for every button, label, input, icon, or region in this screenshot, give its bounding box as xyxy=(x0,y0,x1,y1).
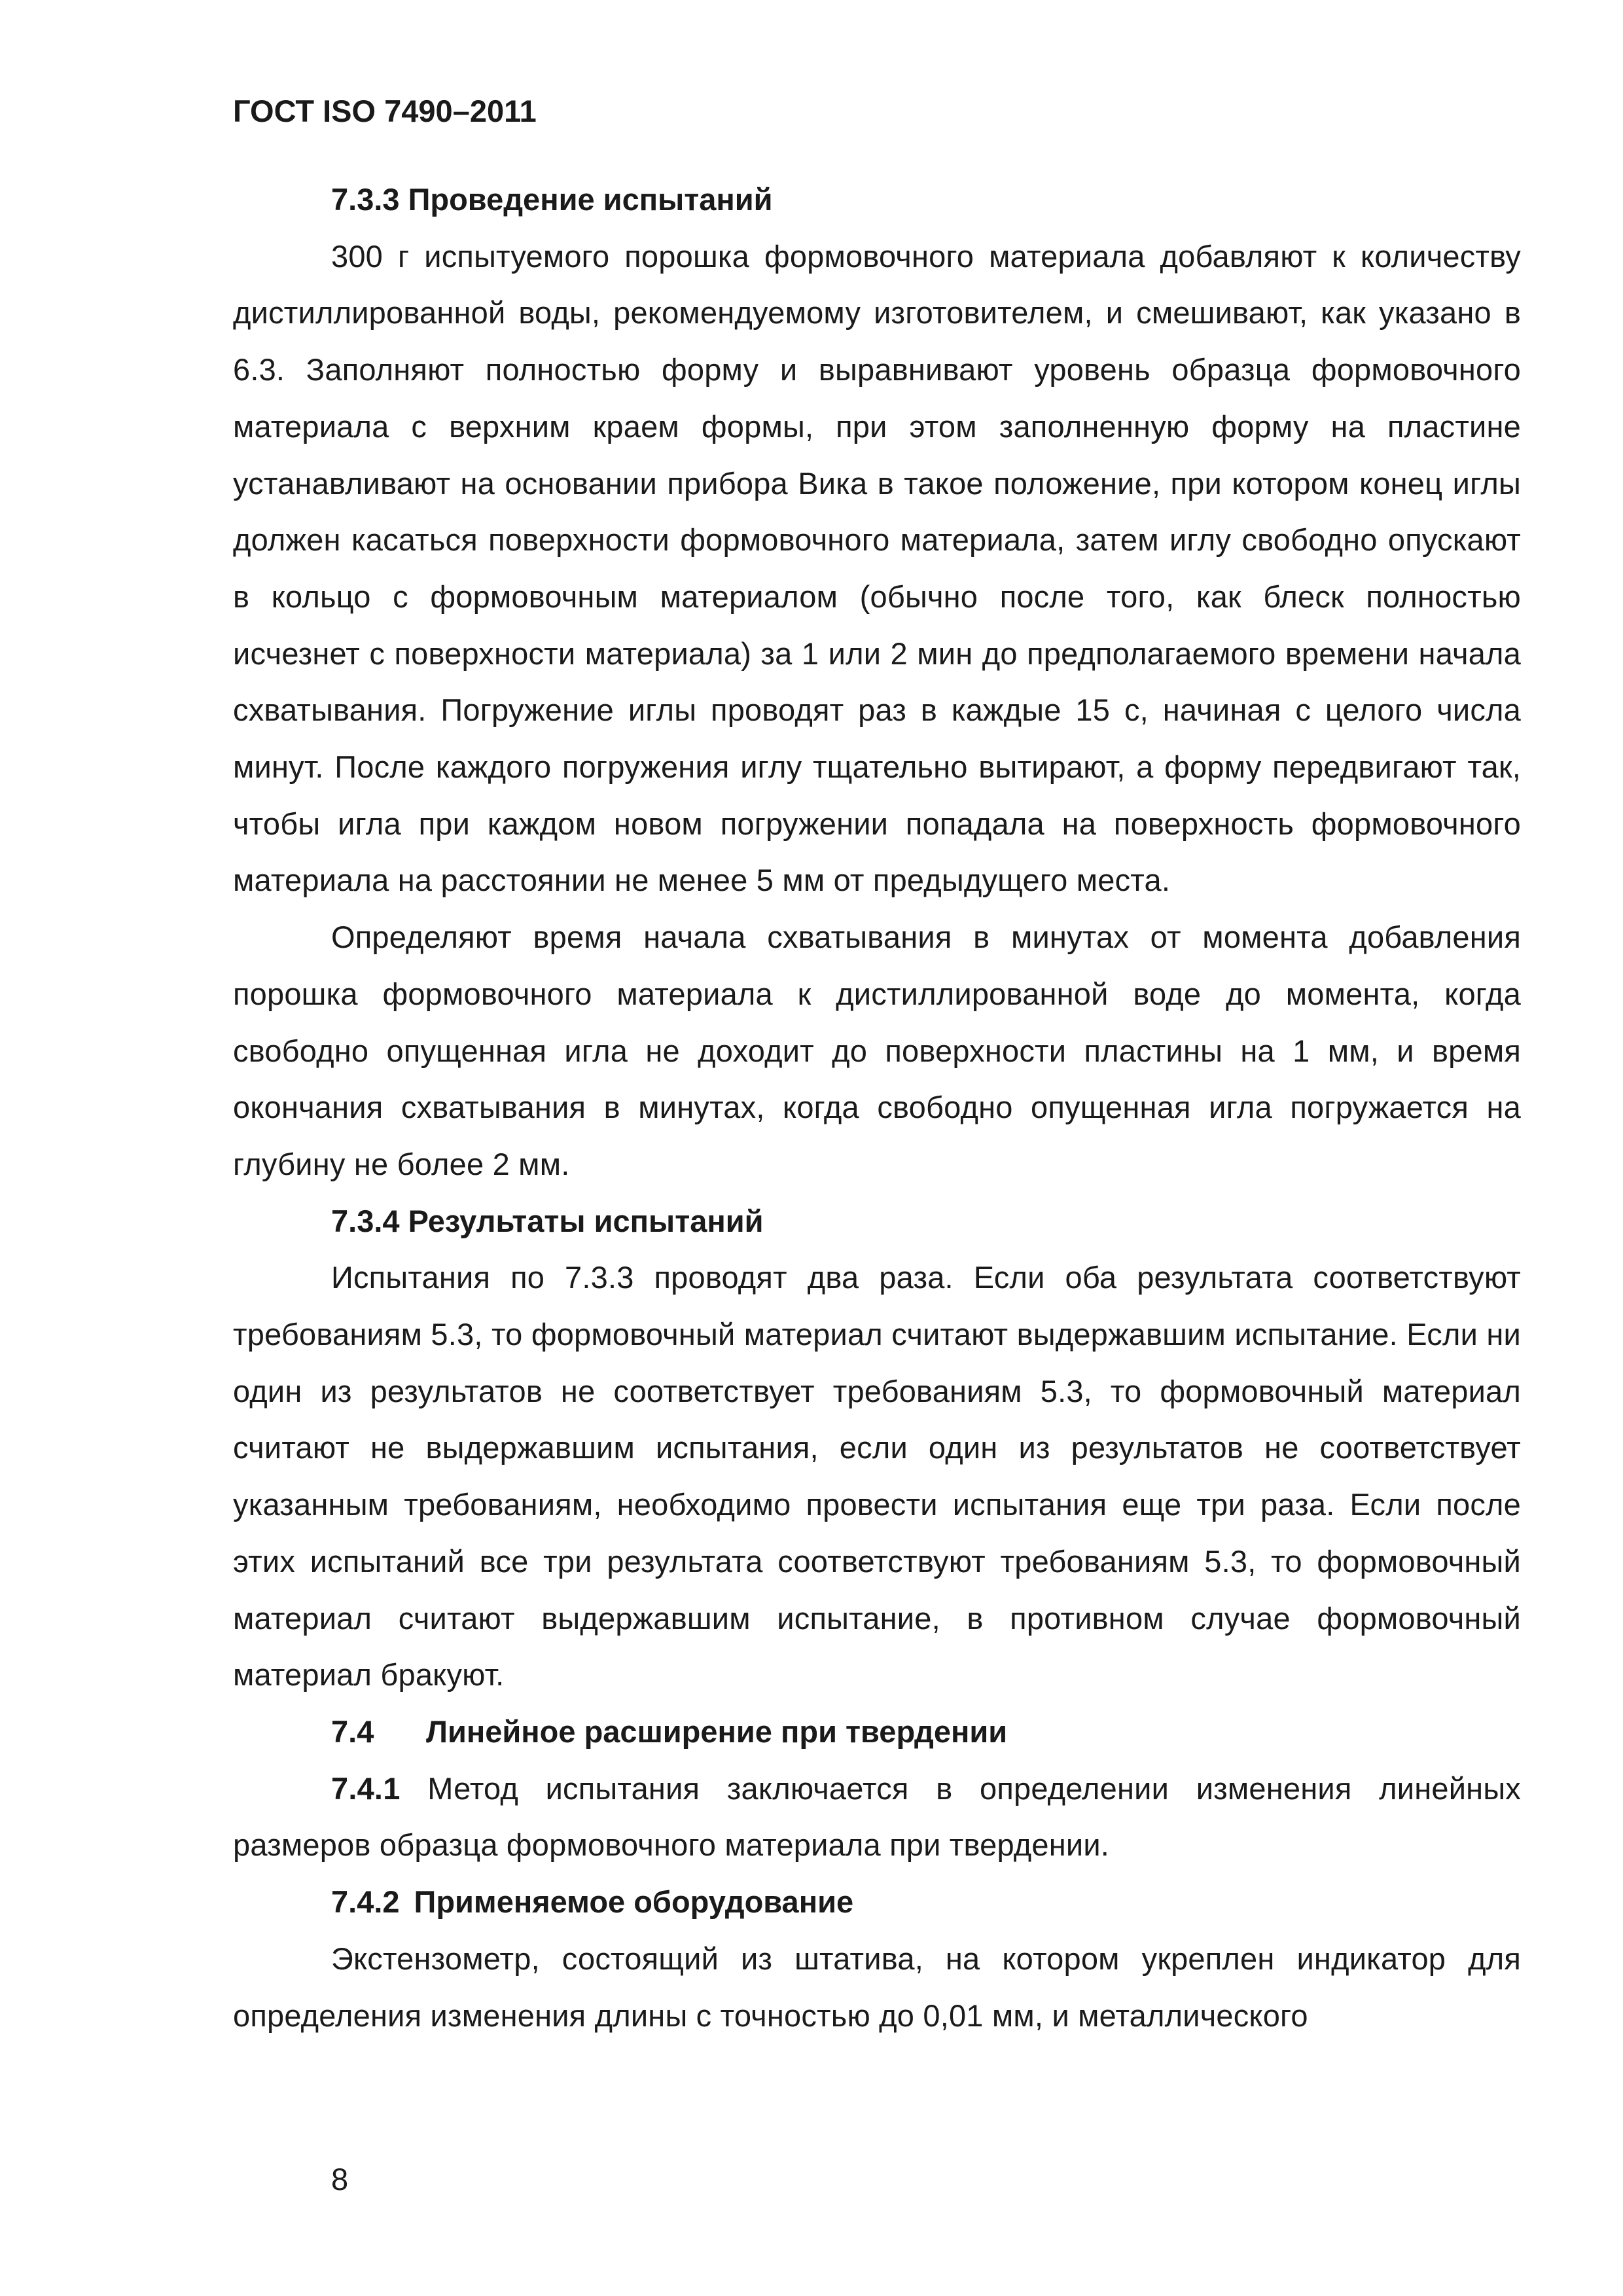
page-number: 8 xyxy=(331,2162,349,2197)
section-number: 7.4.2 xyxy=(331,1884,400,1920)
paragraph-7-3-3-procedure: 300 г испытуемого порошка формовочного материала добавляют к количеству дистиллированной воды, рекомендуемому изготовителем, и смешивают, как указано в 6.3. Заполняют полностью форму и выравнивают уровень образца формовочного материала с верхним краем формы, при этом заполненную форму на пластине устанавливают на основании прибора Вика в такое положение, при котором конец иглы должен касаться поверхности формовочного материала, затем иглу свободно опускают в кольцо с формовочным материалом (обычно после того, как блеск полностью исчезнет с поверхности материала) за 1 или 2 мин до предполагаемого времени начала схватывания. Погружение иглы проводят раз в каждые 15 с, начиная с целого числа минут. После каждого погружения иглу тщательно вытирают, а форму передвигают так, чтобы игла при каждом новом погружении попадала на поверхность формовочного материала на расстоянии не менее 5 мм от предыдущего места. xyxy=(233,238,1521,898)
section-heading-7-3-4 xyxy=(233,1193,1521,1250)
document-body xyxy=(233,171,1521,2044)
section-title: Применяемое оборудование xyxy=(414,1884,854,1920)
paragraph-7-3-4-results: Испытания по 7.3.3 проводят два раза. Если оба результата соответствуют требованиям 5.3, то формовочный материал считают выдержавшим испытание. Если ни один из результатов не соответствует требованиям 5.3, то формовочный материал считают не выдержавшим испытания, если один из результатов не соответствует указанным требованиям, необходимо провести испытания еще три раза. Если после этих испытаний все три результата соответствуют требованиям 5.3, то формовочный материал считают выдержавшим испытание, в противном случае формовочный материал бракуют. xyxy=(233,1260,1521,1693)
paragraph-7-4-2-equipment: Экстензометр, состоящий из штатива, на котором укреплен индикатор для определения изменения длины с точностью до 0,01 мм, и металлического xyxy=(233,1941,1521,2033)
section-title: Линейное расширение при твердении xyxy=(426,1713,1008,1749)
standard-id: ГОСТ ISO 7490–2011 xyxy=(233,94,537,128)
section-number: 7.3.3 xyxy=(331,182,400,217)
section-heading-7-3-3 xyxy=(233,171,1521,228)
section-number: 7.3.4 xyxy=(331,1203,400,1238)
paragraph-7-4-1 xyxy=(233,1761,1521,1874)
section-number: 7.4.1 xyxy=(331,1770,401,1806)
paragraph-7-3-3-setting-time: Определяют время начала схватывания в минутах от момента добавления порошка формовочного материала к дистиллированной воде до момента, когда свободно опущенная игла не доходит до поверхности пластины на 1 мм, и время окончания схватывания в минутах, когда свободно опущенная игла погружается на глубину не более 2 мм. xyxy=(233,920,1521,1181)
section-number: 7.4 xyxy=(331,1713,374,1749)
section-title: Результаты испытаний xyxy=(408,1203,764,1238)
section-heading-7-4-2 xyxy=(233,1874,1521,1931)
section-heading-7-4 xyxy=(233,1704,1521,1761)
section-title: Проведение испытаний xyxy=(408,182,773,217)
paragraph-text: Метод испытания заключается в определении изменения линейных размеров образца формовочного материала при твердении. xyxy=(233,1770,1521,1863)
